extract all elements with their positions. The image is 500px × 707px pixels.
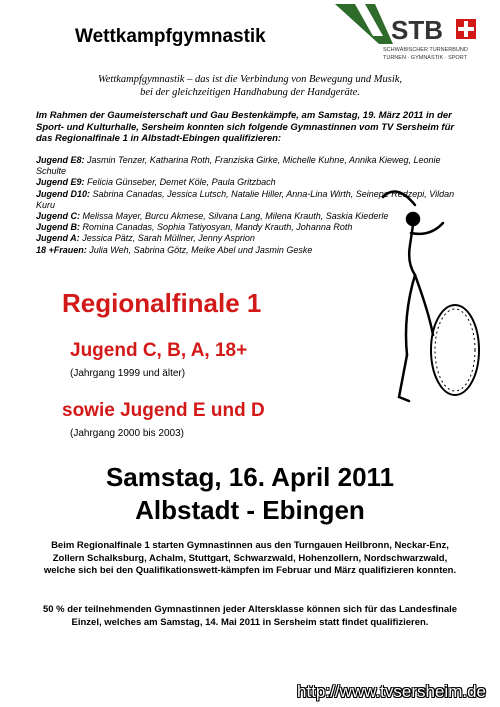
intro-line: bei der gleichzeitigen Handhabung der Handgeräte. bbox=[140, 87, 360, 98]
event-subtitle-1: Jugend C, B, A, 18+ bbox=[70, 340, 248, 361]
intro-line: Wettkampfgymnastik – das ist die Verbindung von Bewegung und Musik, bbox=[97, 74, 403, 85]
event-title: Regionalfinale 1 bbox=[62, 288, 262, 318]
intro-text bbox=[40, 73, 460, 99]
event-subtitle-2: sowie Jugend E und D bbox=[62, 400, 265, 421]
website-link[interactable]: http://www.tvsersheim.de bbox=[297, 682, 486, 701]
group-label: 18 +Frauen: bbox=[36, 244, 87, 255]
page-title: Wettkampfgymnastik bbox=[75, 26, 266, 47]
group-label: Jugend A: bbox=[36, 233, 80, 244]
group-names: Jessica Pätz, Sarah Müllner, Jenny Asprion bbox=[82, 233, 255, 244]
group-label: Jugend E9: bbox=[36, 177, 85, 188]
info-paragraph-1: Beim Regionalfinale 1 starten Gymnastinnen aus den Turngauen Heilbronn, Neckar-Enz, Zollern Schalksburg, Achalm, Stuttgart, Schwarzwald, Hohenzollern, Nordschwarzwald, welche sich bei den Qualifikationswett-kämpfen im Februar und März qualifizieren konnten. bbox=[43, 540, 457, 576]
stb-logo bbox=[335, 2, 495, 74]
group-names: Felicia Günseber, Demet Köle, Paula Gritzbach bbox=[87, 177, 276, 188]
logo-subtitle: SCHWÄBISCHER TURNERBUND bbox=[383, 47, 468, 53]
group-names: Melissa Mayer, Burcu Akmese, Silvana Lang, Milena Krauth, Saskia Kiederle bbox=[82, 211, 389, 222]
group-label: Jugend B: bbox=[36, 222, 80, 233]
group-names: Jasmin Tenzer, Katharina Roth, Franziska Girke, Michelle Kuhne, Annika Kieweg, Leonie Schulte bbox=[36, 155, 441, 177]
event-note-2: (Jahrgang 2000 bis 2003) bbox=[70, 428, 184, 439]
event-note-1: (Jahrgang 1999 und älter) bbox=[70, 368, 186, 379]
context-paragraph: Im Rahmen der Gaumeisterschaft und Gau Bestenkämpfe, am Samstag, 19. März 2011 in der Sport- und Kulturhalle, Sersheim konnten sich folgende Gymnastinnen vom TV Sersheim für das Regionalfinale 1 in Albstadt-Ebingen qualifizieren: bbox=[36, 110, 455, 144]
group-names: Julia Weh, Sabrina Götz, Meike Abel und Jasmin Geske bbox=[89, 244, 313, 255]
group-label: Jugend D10: bbox=[36, 188, 91, 199]
group-label: Jugend E8: bbox=[36, 155, 85, 165]
group-label: Jugend C: bbox=[36, 211, 80, 222]
event-date: Samstag, 16. April 2011 bbox=[105, 462, 395, 492]
group-names: Romina Canadas, Sophia Tatiyosyan, Mandy Krauth, Johanna Roth bbox=[82, 222, 353, 233]
svg-text:STB: STB bbox=[391, 15, 443, 45]
event-location: Albstadt - Ebingen bbox=[135, 495, 365, 525]
logo-tagline: TURNEN · GYMNASTIK · SPORT bbox=[383, 55, 467, 61]
info-paragraph-2: 50 % der teilnehmenden Gymnastinnen jeder Altersklasse können sich für das Landesfinale Einzel, welches am Samstag, 14. Mai 2011 in Sersheim statt findet qualifizieren. bbox=[42, 604, 458, 628]
gymnast-illustration bbox=[375, 175, 500, 415]
group-names: Sabrina Canadas, Jessica Lutsch, Natalie Hiller, Anna-Lina Wirth, Seinepe Redzepi, Vildan Kuru bbox=[36, 188, 455, 210]
